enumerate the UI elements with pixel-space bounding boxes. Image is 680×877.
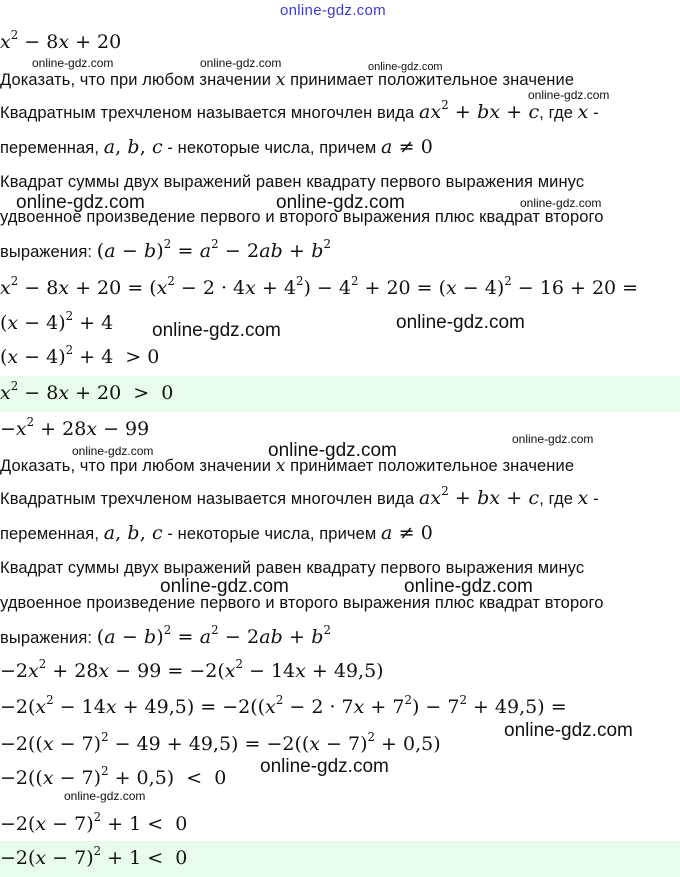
- watermark: online-gdz.com: [268, 440, 397, 461]
- watermark: online-gdz.com: [528, 88, 610, 102]
- site-header-link[interactable]: online-gdz.com: [280, 2, 386, 19]
- watermark: online-gdz.com: [72, 444, 154, 458]
- problem-1-square-rule-line3: выражения: $(a - b)^2 = a^2 - 2ab + b^2$: [0, 237, 332, 262]
- problem-1-expression: $x^2 - 8x + 20$: [0, 28, 122, 53]
- problem-2-expression: $-x^2 + 28x - 99$: [0, 415, 150, 440]
- watermark: online-gdz.com: [64, 789, 146, 803]
- problem-2-definition-line2: переменная, a, b, c - некоторые числа, причем a ≠ 0: [0, 522, 433, 544]
- problem-2-definition-line1: Квадратным трехчленом называется многочлен вида $ax^2$ + bx + c, где x -: [0, 484, 599, 509]
- watermark: online-gdz.com: [396, 312, 525, 333]
- watermark: online-gdz.com: [200, 56, 282, 70]
- watermark: online-gdz.com: [152, 320, 281, 341]
- watermark: online-gdz.com: [404, 576, 533, 597]
- watermark: online-gdz.com: [368, 61, 443, 73]
- problem-2-square-rule-line2: удвоенное произведение первого и второго выражения плюс квадрат второго: [0, 594, 604, 612]
- problem-2-answer: $-2(x - 7)^2 + 1 < 0$: [0, 841, 680, 877]
- problem-1-answer: $x^2 - 8x + 20 > 0$: [0, 376, 680, 412]
- problem-2-task: Доказать, что при любом значении x принимает положительное значение: [0, 456, 575, 476]
- problem-2-step-2: $-2(x^2 - 14x + 49,5) = -2((x^2 - 2 \cdot 7x + 7^2) - 7^2 + 49,5)$ =: [0, 693, 567, 718]
- problem-2-step-5: $-2(x - 7)^2 + 1 < 0$: [0, 810, 188, 835]
- problem-1-square-rule-line1: Квадрат суммы двух выражений равен квадрату первого выражения минус: [0, 173, 585, 191]
- watermark: online-gdz.com: [32, 56, 114, 70]
- problem-2-step-1: $-2x^2 + 28x - 99 = -2(x^2 - 14x + 49,5)$: [0, 657, 384, 682]
- watermark: online-gdz.com: [512, 432, 594, 446]
- problem-1-step-1: $x^2 - 8x + 20 = (x^2 - 2 \cdot 4x + 4^2) - 4^2 + 20 = (x - 4)^2 - 16 + 20$ =: [0, 274, 639, 299]
- watermark: online-gdz.com: [16, 192, 145, 213]
- watermark: online-gdz.com: [260, 756, 389, 777]
- watermark: online-gdz.com: [504, 720, 633, 741]
- problem-2-step-3: $-2((x - 7)^2 - 49 + 49,5) = -2((x - 7)^2 + 0,5)$: [0, 730, 441, 755]
- problem-1-definition-line2: переменная, a, b, c - некоторые числа, причем a ≠ 0: [0, 136, 433, 158]
- problem-1-task: Доказать, что при любом значении x принимает положительное значение: [0, 70, 575, 90]
- problem-1-step-3: $(x - 4)^2 + 4 > 0$: [0, 343, 160, 368]
- watermark: online-gdz.com: [520, 196, 602, 210]
- problem-1-definition-line1: Квадратным трехчленом называется многочлен вида $ax^2$ + bx + c, где x -: [0, 98, 599, 123]
- problem-1-step-2: $(x - 4)^2 + 4$: [0, 309, 114, 334]
- watermark: online-gdz.com: [160, 576, 289, 597]
- problem-2-step-4: $-2((x - 7)^2 + 0,5) < 0$: [0, 764, 227, 789]
- problem-2-square-rule-line3: выражения: $(a - b)^2 = a^2 - 2ab + b^2$: [0, 623, 332, 648]
- problem-2-square-rule-line1: Квадрат суммы двух выражений равен квадрату первого выражения минус: [0, 559, 585, 577]
- watermark: online-gdz.com: [276, 192, 405, 213]
- problem-1-square-rule-line2: удвоенное произведение первого и второго выражения плюс квадрат второго: [0, 208, 604, 226]
